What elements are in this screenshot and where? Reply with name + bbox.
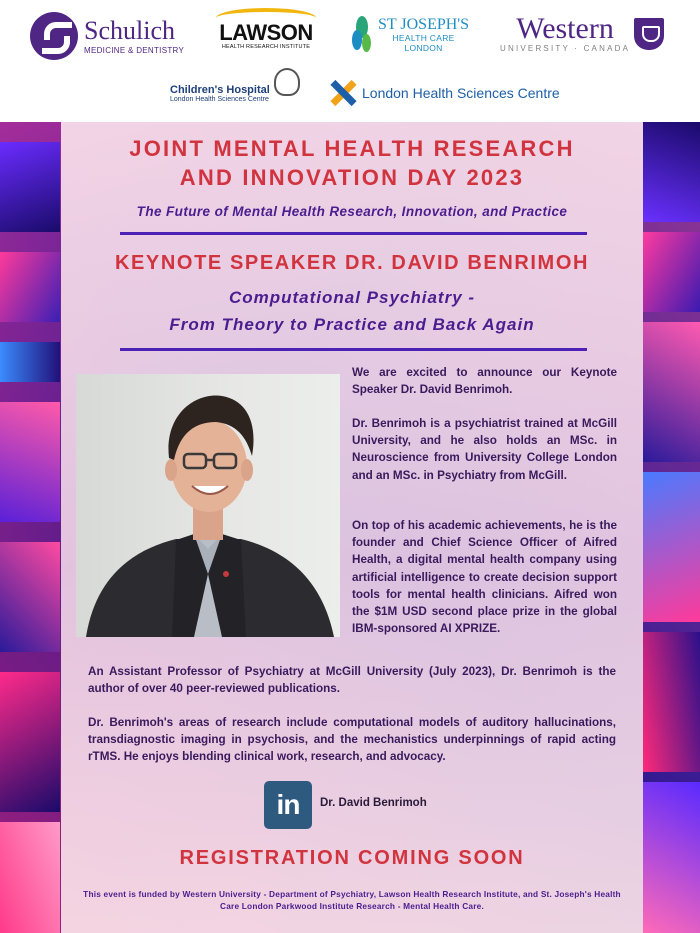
western-logo <box>500 14 664 53</box>
divider <box>120 232 587 235</box>
bg-shard <box>0 672 60 812</box>
bg-shard <box>643 322 700 462</box>
talk-title-line2: From Theory to Practice and Back Again <box>169 315 535 334</box>
lawson-subtitle: HEALTH RESEARCH INSTITUTE <box>221 44 311 50</box>
lhsc-logo <box>330 80 560 106</box>
divider <box>120 348 587 351</box>
bg-shard <box>643 232 700 312</box>
bg-shard <box>643 472 700 622</box>
bio-paragraph-2: Dr. Benrimoh is a psychiatrist trained at McGill University, and he also holds an MSc. in Neuroscience from University College London and an MSc. in Psychiatry from McGill. <box>352 417 617 482</box>
schulich-subtitle: MEDICINE & DENTISTRY <box>84 45 185 55</box>
lawson-name: LAWSON <box>219 20 313 45</box>
event-title-line2: AND INNOVATION DAY 2023 <box>179 165 525 190</box>
bg-shard <box>0 142 60 232</box>
bio-paragraph-5: Dr. Benrimoh's areas of research include computational models of auditory hallucinations, transdiagnostic imaging in psychosis, and the mechanistics underpinnings of rapid acting rTMS. He enjoys blending clinical work, research, and advocacy. <box>88 716 616 764</box>
lhsc-name: London Health Sciences Centre <box>362 85 560 101</box>
bg-shard <box>0 402 60 522</box>
lhsc-x-icon <box>330 80 356 106</box>
bg-shard <box>643 632 700 772</box>
childrens-hospital-logo <box>170 68 300 103</box>
event-title-line1: JOINT MENTAL HEALTH RESEARCH <box>129 136 575 161</box>
bio-paragraph-4: An Assistant Professor of Psychiatry at McGill University (July 2023), Dr. Benrimoh is the author of over 40 peer-reviewed publications. <box>88 665 616 696</box>
schulich-s-icon <box>30 12 78 60</box>
keynote-heading: KEYNOTE SPEAKER DR. DAVID BENRIMOH <box>114 252 590 274</box>
linkedin-icon[interactable]: in <box>264 781 312 829</box>
childrens-hospital-name: Children's Hospital <box>170 84 270 96</box>
bg-shard <box>0 342 60 382</box>
bio-paragraph-3: On top of his academic achievements, he is the founder and Chief Science Officer of Aifred Health, a digital mental health company using artificial intelligence to create decision support tools for mental health clinicians. Aifred won the $1M USD second place prize in the global IBM-sponsored AI XPRIZE. <box>352 519 617 636</box>
speaker-photo <box>76 374 340 637</box>
talk-title-line1: Computational Psychiatry - <box>228 288 476 307</box>
linkedin-profile-link[interactable]: Dr. David Benrimoh <box>320 797 427 809</box>
speaker-portrait-icon <box>76 374 340 637</box>
st-josephs-logo <box>350 14 469 56</box>
bg-shard <box>0 822 60 933</box>
registration-notice: REGISTRATION COMING SOON <box>179 847 525 869</box>
st-josephs-line3: LONDON <box>404 43 443 53</box>
bg-shard <box>0 542 60 652</box>
childrens-hospital-subtitle: London Health Sciences Centre <box>170 96 269 103</box>
st-josephs-leaf-icon <box>350 14 374 56</box>
event-subtitle: The Future of Mental Health Research, Innovation, and Practice <box>136 204 568 219</box>
lawson-logo <box>215 8 317 50</box>
bear-icon <box>274 68 300 96</box>
schulich-name: Schulich <box>84 15 175 45</box>
western-subtitle: UNIVERSITY · CANADA <box>500 44 631 53</box>
bg-shard <box>643 782 700 933</box>
bio-paragraph-1: We are excited to announce our Keynote Speaker Dr. David Benrimoh. <box>352 366 617 397</box>
st-josephs-name: ST JOSEPH'S <box>378 16 470 33</box>
western-crest-icon <box>634 18 664 50</box>
st-josephs-line2: HEALTH CARE <box>392 33 455 43</box>
western-name: Western <box>516 12 614 45</box>
schulich-logo <box>30 12 184 60</box>
sponsor-logo-bar <box>0 0 700 122</box>
bg-shard <box>0 252 60 322</box>
bg-shard <box>643 122 700 222</box>
funding-note: This event is funded by Western University - Department of Psychiatry, Lawson Health Research Institute, and St. Joseph's Health Care London Parkwood Institute Research - Mental Health Care. <box>83 889 621 911</box>
